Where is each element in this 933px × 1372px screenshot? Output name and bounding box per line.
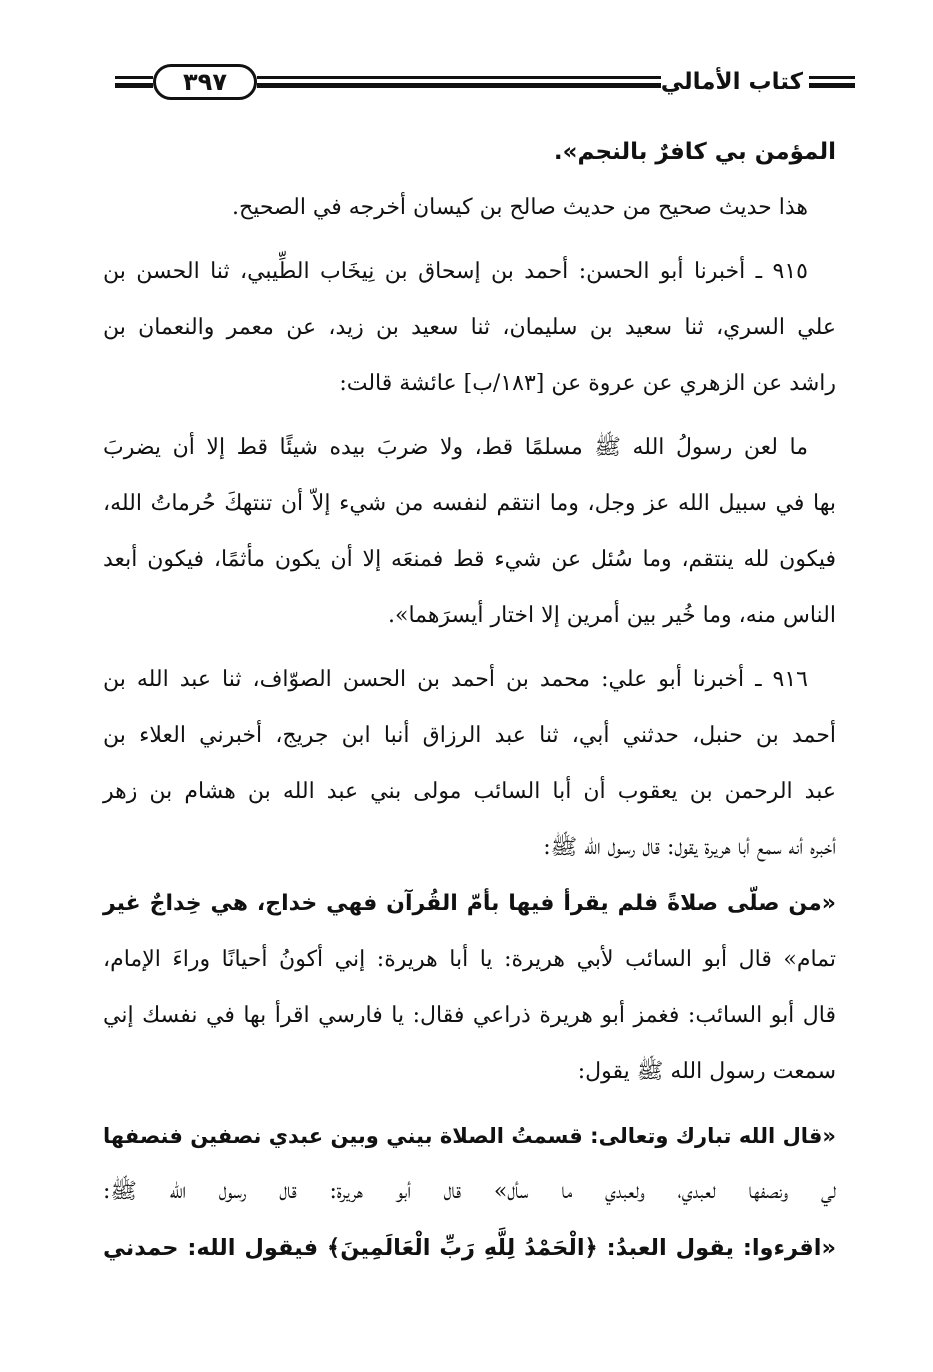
narration-line: لي ونصفها لعبدي، ولعبدي ما سأل» قال أبو هريرة: قال رسول الله ﷺ: <box>103 1179 836 1204</box>
page-number: ٣٩٧ <box>153 64 257 100</box>
narration-line: سمعت رسول الله ﷺ يقول: <box>577 1059 836 1084</box>
isnad-line: راشد عن الزهري عن عروة عن [١٨٣/ب] عائشة قالت: <box>339 371 836 396</box>
isnad-line: علي السري، ثنا سعيد بن سليمان، ثنا سعيد بن زيد، عن معمر والنعمان بن <box>103 315 836 340</box>
hadith-text-line: فيكون لله ينتقم، وما سُئل عن شيء قط فمنعَه إلا أن يكون مأثمًا، فيكون أبعد <box>103 547 836 572</box>
page-header <box>95 58 855 106</box>
commentary-line: هذا حديث صحيح من حديث صالح بن كيسان أخرجه في الصحيح. <box>232 195 808 220</box>
hadith-text-line: «قال الله تبارك وتعالى: قسمتُ الصلاة بيني وبين عبدي نصفين فنصفها <box>103 1124 836 1148</box>
hadith-text-line: المؤمن بي كافرٌ بالنجم». <box>553 139 836 165</box>
hadith-text-line: بها في سبيل الله عز وجل، وما انتقم لنفسه من شيء إلاّ أن تنتهكَ حُرماتُ الله، <box>103 491 836 516</box>
isnad-line: ٩١٦ ـ أخبرنا أبو علي: محمد بن أحمد بن الحسن الصوّاف، ثنا عبد الله بن <box>103 667 808 692</box>
narration-line: قال أبو السائب: فغمز أبو هريرة ذراعي فقال: يا فارسي اقرأ بها في نفسك إني <box>103 1003 836 1028</box>
isnad-line: عبد الرحمن بن يعقوب أن أبا السائب مولى بني عبد الله بن هشام بن زهر <box>103 779 836 804</box>
isnad-line: أخبره أنه سمع أبا هريرة يقول: قال رسول الله ﷺ: <box>543 835 836 860</box>
hadith-text-line: الناس منه، وما خُير بين أمرين إلا اختار أيسرَهما». <box>388 603 836 628</box>
hadith-text-line: «اقرءوا: يقول العبدُ: ﴿الْحَمْدُ لِلَّهِ رَبِّ الْعَالَمِينَ﴾ فيقول الله: حمدني <box>103 1235 836 1261</box>
isnad-line: أحمد بن حنبل، حدثني أبي، ثنا عبد الرزاق أنبا ابن جريج، أخبرني العلاء بن <box>103 723 836 748</box>
header-rule-left <box>115 76 153 88</box>
narration-line: تمام» قال أبو السائب لأبي هريرة: يا أبا هريرة: إني أكونُ أحيانًا وراءَ الإمام، <box>103 947 836 972</box>
header-rule-right <box>809 76 855 88</box>
header-rule-middle <box>257 76 661 88</box>
book-title: كتاب الأمالي <box>660 69 803 95</box>
hadith-text-line: «من صلّى صلاةً فلم يقرأ فيها بأمّ القُرآن فهي خداج، هي خِداجٌ غير <box>103 891 836 916</box>
body-text <box>103 124 836 1276</box>
isnad-line: ٩١٥ ـ أخبرنا أبو الحسن: أحمد بن إسحاق بن نِيخَاب الطِّيبي، ثنا الحسن بن <box>103 259 808 284</box>
hadith-text-line: ما لعن رسولُ الله ﷺ مسلمًا قط، ولا ضربَ بيده شيئًا قط إلا أن يضربَ <box>103 435 808 460</box>
